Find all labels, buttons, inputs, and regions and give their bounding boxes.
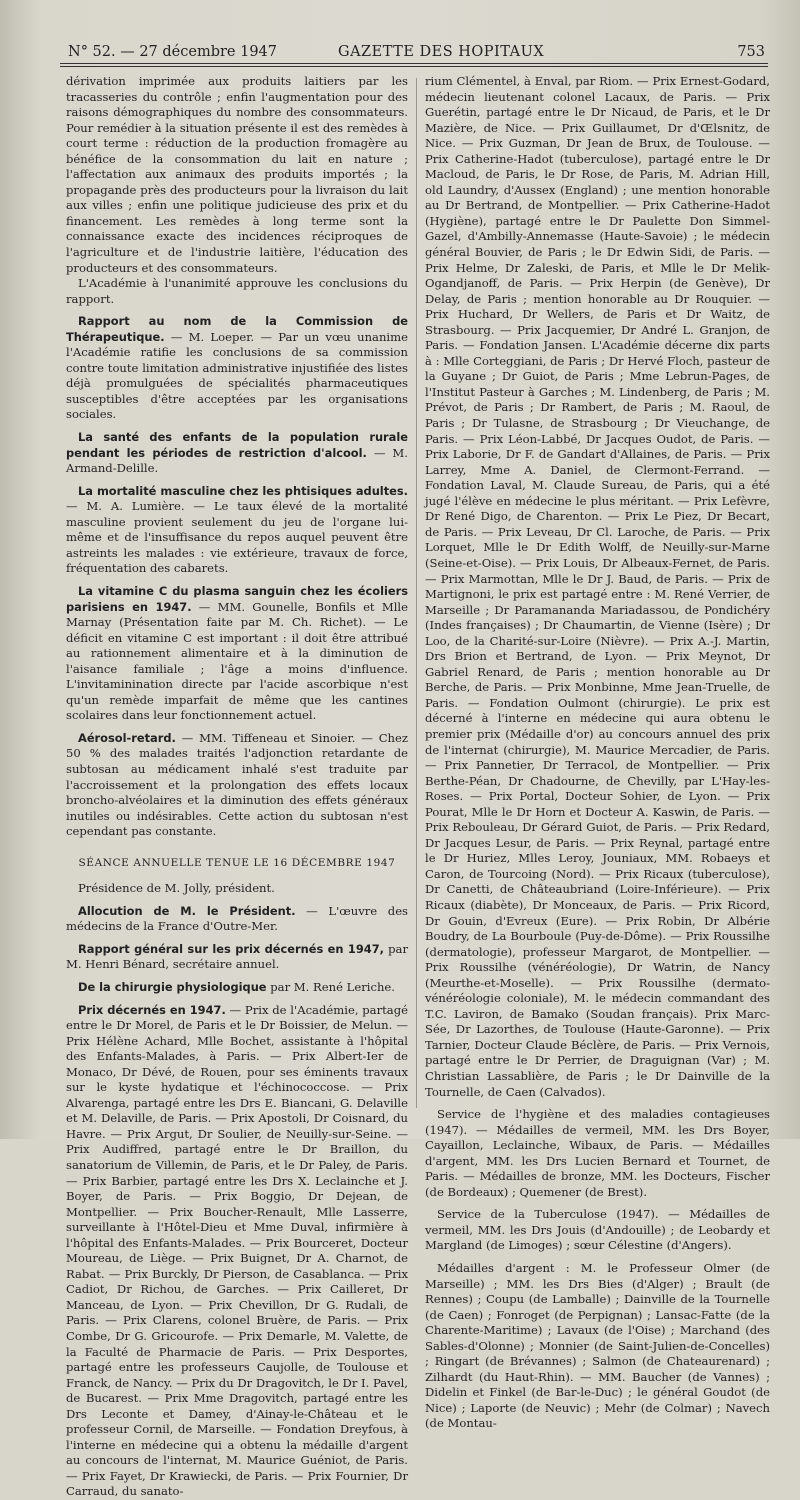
paragraph: L'Académie à l'unanimité approuve les conclusions du rapport.	[66, 276, 408, 306]
paragraph: La vitamine C du plasma sanguin chez les écoliers parisiens en 1947. — MM. Gounelle, Bonfils et Mlle Marnay (Présentation faite par M. Ch. Richet). — Le déficit en vitamine C est important : il doit être attribué au rationnement alimentaire et à la diminution de l'aisance familiale ; l'âge a moins d'influence. L'invitaminination directe par l'acide ascorbique n'est qu'un remède imparfait de même que les cantines scolaires dans leur fonctionnement actuel.	[66, 583, 408, 723]
paragraph: Service de la Tuberculose (1947). — Médailles de vermeil, MM. les Drs Jouis (d'Andouille) ; de Leobardy et Margland (de Limoges) ; sœur Célestine (d'Angers).	[425, 1207, 770, 1253]
section-heading: Prix décernés en 1947.	[78, 1002, 226, 1017]
paragraph: dérivation imprimée aux produits laitiers par les tracasseries du contrôle ; enfin l'augmentation pour des raisons démographiques du nombre des consommateurs. Pour remédier à la situation présente il est des remèdes à court terme : réduction de la production fromagère au bénéfice de la consommation du lait en nature ; l'affectation aux animaux des produits importés ; la propagande près des producteurs pour la livraison du lait aux villes ; enfin une politique judicieuse des prix et du financement. Les remèdes à long terme sont la connaissance exacte des incidences réciproques de l'agriculture et de l'industrie laitière, l'éducation des producteurs et des consommateurs.	[66, 74, 408, 275]
paragraph: La mortalité masculine chez les phtisiques adultes. — M. A. Lumière. — Le taux élevé de la mortalité masculine provient seulement du jeu de l'organe lui-même et de l'insuffisance du repos auquel peuvent être astreints les malades : vie extérieure, travaux de force, fréquentation des cabarets.	[66, 483, 408, 576]
paragraph: Rapport au nom de la Commission de Thérapeutique. — M. Loeper. — Par un vœu unanime l'Académie ratifie les conclusions de sa commission contre toute limitation administrative injustifiée des listes déjà promulguées de spécialités pharmaceutiques susceptibles d'être acceptées par les organisations sociales.	[66, 314, 408, 422]
issue-date: N° 52. — 27 décembre 1947	[68, 44, 278, 60]
paragraph: Rapport général sur les prix décernés en 1947, par M. Henri Bénard, secrétaire annuel.	[66, 941, 408, 972]
paragraph: Aérosol-retard. — MM. Tiffeneau et Sinoier. — Chez 50 % des malades traités l'adjonction retardante de subtosan au médicament inhalé s'est traduite par l'accroissement et la prolongation des effets locaux broncho-alvéolaires et la diminution des effets généraux inutiles ou indésirables. Cette action du subtosan n'est cependant pas constante.	[66, 730, 408, 839]
left-column	[66, 74, 409, 1499]
right-column	[425, 74, 770, 1431]
section-heading: Rapport général sur les prix décernés en 1947,	[78, 941, 384, 956]
paragraph: Médailles d'argent : M. le Professeur Olmer (de Marseille) ; MM. les Drs Bies (d'Alger) ; Brault (de Rennes) ; Coupu (de Lamballe) ; Dainville de la Tournelle (de Caen) ; Fonroget (de Perpignan) ; Lansac-Fatte (de la Charente-Maritime) ; Lavaux (de l'Oise) ; Marchand (des Sables-d'Olonne) ; Monnier (de Saint-Julien-de-Concelles) ; Ringart (de Brévannes) ; Salmon (de Chateaurenard) ; Zilhardt (du Haut-Rhin). — MM. Baucher (de Vannes) ; Didelin et Finkel (de Bar-le-Duc) ; le général Goudot (de Nice) ; Laporte (de Neuvic) ; Mehr (de Colmar) ; Navech (de Montau-	[425, 1261, 770, 1431]
paragraph: Présidence de M. Jolly, président.	[78, 881, 275, 896]
section-heading: Aérosol-retard.	[78, 730, 176, 745]
journal-title: GAZETTE DES HOPITAUX	[338, 44, 545, 60]
paragraph: Service de l'hygiène et des maladies contagieuses (1947). — Médailles de vermeil, MM. les Drs Boyer, Cayaillon, Leclainche, Wibaux, de Paris. — Médailles d'argent, MM. les Drs Lucien Bernard et Tournet, de Paris. — Médailles de bronze, MM. les Docteurs, Fischer (de Bordeaux) ; Quemener (de Brest).	[425, 1107, 770, 1199]
section-heading: La vitamine C du plasma sanguin chez les écoliers parisiens en 1947.	[66, 583, 408, 614]
session-heading: SÉANCE ANNUELLE TENUE LE 16 DÉCEMBRE 1947	[78, 856, 396, 869]
paragraph: rium Clémentel, à Enval, par Riom. — Prix Ernest-Godard, médecin lieutenant colonel Lacaux, de Paris. — Prix Guerétin, partagé entre le Dr Nicaud, de Paris, et le Dr Mazière, de Nice. — Prix Guillaumet, Dr d'Œlsnitz, de Nice. — Prix Guzman, Dr Jean de Brux, de Toulouse. — Prix Catherine-Hadot (tuberculose), partagé entre le Dr Macloud, de Paris, le Dr Rose, de Paris, M. Adrian Hill, old Laundry, d'Aussex (England) ; une mention honorable au Dr Bertrand, de Montpellier. — Prix Catherine-Hadot (Hygiène), partagé entre le Dr Paulette Don Simmel-Gazel, d'Ambilly-Annemasse (Haute-Savoie) ; le médecin général Bouvier, de Paris ; le Dr Edwin Sidi, de Paris. — Prix Helme, Dr Zaleski, de Paris, et Mlle le Dr Melik-Ogandjanoff, de Paris. — Prix Herpin (de Genève), Dr Delay, de Paris ; mention honorable au Dr Rouquier. — Prix Huchard, Dr Wellers, de Paris et Dr Waitz, de Strasbourg. — Prix Jacquemier, Dr André L. Granjon, de Paris. — Fondation Jansen. L'Académie décerne dix parts à : Mlle Corteggiani, de Paris ; Dr Hervé Floch, pasteur de la Guyane ; Dr Guiot, de Paris ; Mme Lebrun-Pages, de l'Institut Pasteur à Garches ; M. Lindenberg, de Paris ; M. Prévot, de Paris ; Dr Rambert, de Paris ; M. Raoul, de Paris ; Dr Tulasne, de Strasbourg ; Dr Vieuchange, de Paris. — Prix Léon-Labbé, Dr Jacques Oudot, de Paris. — Prix Laborie, Dr F. de Gandart d'Allaines, de Paris. — Prix Larrey, Mme A. Daniel, de Clermont-Ferrand. — Fondation Laval, M. Claude Sureau, de Paris, qui a été jugé l'élève en médecine le plus méritant. — Prix Lefèvre, Dr René Digo, de Charenton. — Prix Le Piez, Dr Becart, de Paris. — Prix Leveau, Dr Cl. Laroche, de Paris. — Prix Lorquet, Mlle le Dr Edith Wolff, de Neuilly-sur-Marne (Seine-et-Oise). — Prix Louis, Dr Albeaux-Fernet, de Paris. — Prix Marmottan, Mlle le Dr J. Baud, de Paris. — Prix de Martignoni, le prix est partagé entre : M. René Verrier, de Marseille ; Dr Paramananda Mariadassou, de Pondichéry (Indes françaises) ; Dr Chaumartin, de Vienne (Isère) ; Dr Loo, de la Charité-sur-Loire (Nièvre). — Prix A.-J. Martin, Drs Brion et Bertrand, de Lyon. — Prix Meynot, Dr Gabriel Renard, de Paris ; mention honorable au Dr Berche, de Paris. — Prix Monbinne, Mme Jean-Truelle, de Paris. — Fondation Oulmont (chirurgie). Le prix est décerné à l'interne en médecine qui aura obtenu le premier prix (Médaille d'or) au concours annuel des prix de l'internat (chirurgie), M. Maurice Mercadier, de Paris. — Prix Pannetier, Dr Terracol, de Montpellier. — Prix Berthe-Péan, Dr Chadourne, de Chevilly, par L'Hay-les-Roses. — Prix Portal, Docteur Sohier, de Lyon. — Prix Pourat, Mlle le Dr Horn et Docteur A. Kaswin, de Paris. — Prix Rebouleau, Dr Gérard Guiot, de Paris. — Prix Redard, Dr Jacques Lesur, de Paris. — Prix Reynal, partagé entre le Dr Huriez, Mlles Leroy, Jouniaux, MM. Robaeys et Caron, de Tourcoing (Nord). — Prix Ricaux (tuberculose), Dr Canetti, de Châteaubriand (Loire-Inférieure). — Prix Ricaux (diabète), Dr Monceaux, de Paris. — Prix Ricord, Dr Gouin, d'Evreux (Eure). — Prix Robin, Dr Albérie Boudry, de La Bourboule (Puy-de-Dôme). — Prix Roussilhe (dermatologie), professeur Margarot, de Montpellier. — Prix Roussilhe (vénéréologie), Dr Watrin, de Nancy (Meurthe-et-Moselle). — Prix Roussilhe (dermato-vénéréologie coloniale), M. le médecin commandant des T.C. Laviron, de Bamako (Soudan français). Prix Marc-Sée, Dr Lazorthes, de Toulouse (Haute-Garonne). — Prix Tarnier, Docteur Claude Béclère, de Paris. — Prix Vernois, partagé entre le Dr Perrier, de Draguignan (Var) ; M. Christian Lassablière, de Paris ; le Dr Dainville de la Tournelle, de Caen (Calvados).	[425, 74, 770, 1099]
paragraph: Allocution de M. le Président. — L'œuvre des médecins de la France d'Outre-Mer.	[66, 903, 409, 934]
section-heading: Rapport au nom de la Commission de Thérapeutique.	[66, 314, 408, 344]
section-heading: Allocution de M. le Président.	[78, 903, 296, 918]
paragraph: La santé des enfants de la population rurale pendant les périodes de restriction d'alcool. — M. Armand-Delille.	[66, 430, 408, 476]
paragraph: Prix décernés en 1947. — Prix de l'Académie, partagé entre le Dr Morel, de Paris et le Dr Boissier, de Melun. — Prix Hélène Achard, Mlle Bochet, assistante à l'hôpital des Enfants-Malades, à Paris. — Prix Albert-Ier de Monaco, Dr Dévé, de Rouen, pour ses éminents travaux sur le kyste hydatique et l'échinococcose. — Prix Alvarenga, partagé entre les Drs E. Biancani, G. Delaville et M. Delaville, de Paris. — Prix Apostoli, Dr Coisnard, du Havre. — Prix Argut, Dr Soulier, de Neuilly-sur-Seine. — Prix Audiffred, partagé entre le Dr Braillon, du sanatorium de Villemin, de Paris, et le Dr Paley, de Paris. — Prix Barbier, partagé entre les Drs X. Leclainche et J. Boyer, de Paris. — Prix Boggio, Dr Dejean, de Montpellier. — Prix Boucher-Renault, Mlle Lasserre, surveillante à l'Hôtel-Dieu et Mme Duval, infirmière à l'hôpital des Enfants-Malades. — Prix Bourceret, Docteur Moureau, de Liège. — Prix Buignet, Dr A. Charnot, de Rabat. — Prix Burckly, Dr Pierson, de Casablanca. — Prix Cadiot, Dr Richou, de Garches. — Prix Cailleret, Dr Manceau, de Lyon. — Prix Chevillon, Dr G. Rudali, de Paris. — Prix Clarens, colonel Bruère, de Paris. — Prix Combe, Dr G. Gricourofe. — Prix Demarle, M. Valette, de la Faculté de Pharmacie de Paris. — Prix Desportes, partagé entre les professeurs Caujolle, de Toulouse et Franck, de Nancy. — Prix du Dr Dragovitch, le Dr I. Pavel, de Bucarest. — Prix Mme Dragovitch, partagé entre les Drs Leconte et Damey, d'Ainay-le-Château et le professeur Cornil, de Marseille. — Fondation Dreyfous, à l'interne en médecine qui a obtenu la médaille d'argent au concours de l'internat, M. Maurice Guéniot, de Paris. — Prix Fayet, Dr Krawiecki, de Paris. — Prix Fournier, Dr Carraud, du sanato-	[66, 1002, 408, 1499]
paragraph: De la chirurgie physiologique par M. René Leriche.	[78, 979, 395, 994]
section-heading: La mortalité masculine chez les phtisiques adultes.	[78, 483, 408, 498]
column-divider	[416, 78, 417, 1108]
page-number: 753	[737, 44, 765, 60]
section-heading: La santé des enfants de la population rurale pendant les périodes de restriction d'alcool.	[66, 430, 408, 460]
header-rule	[60, 63, 768, 67]
section-heading: De la chirurgie physiologique	[78, 979, 267, 994]
